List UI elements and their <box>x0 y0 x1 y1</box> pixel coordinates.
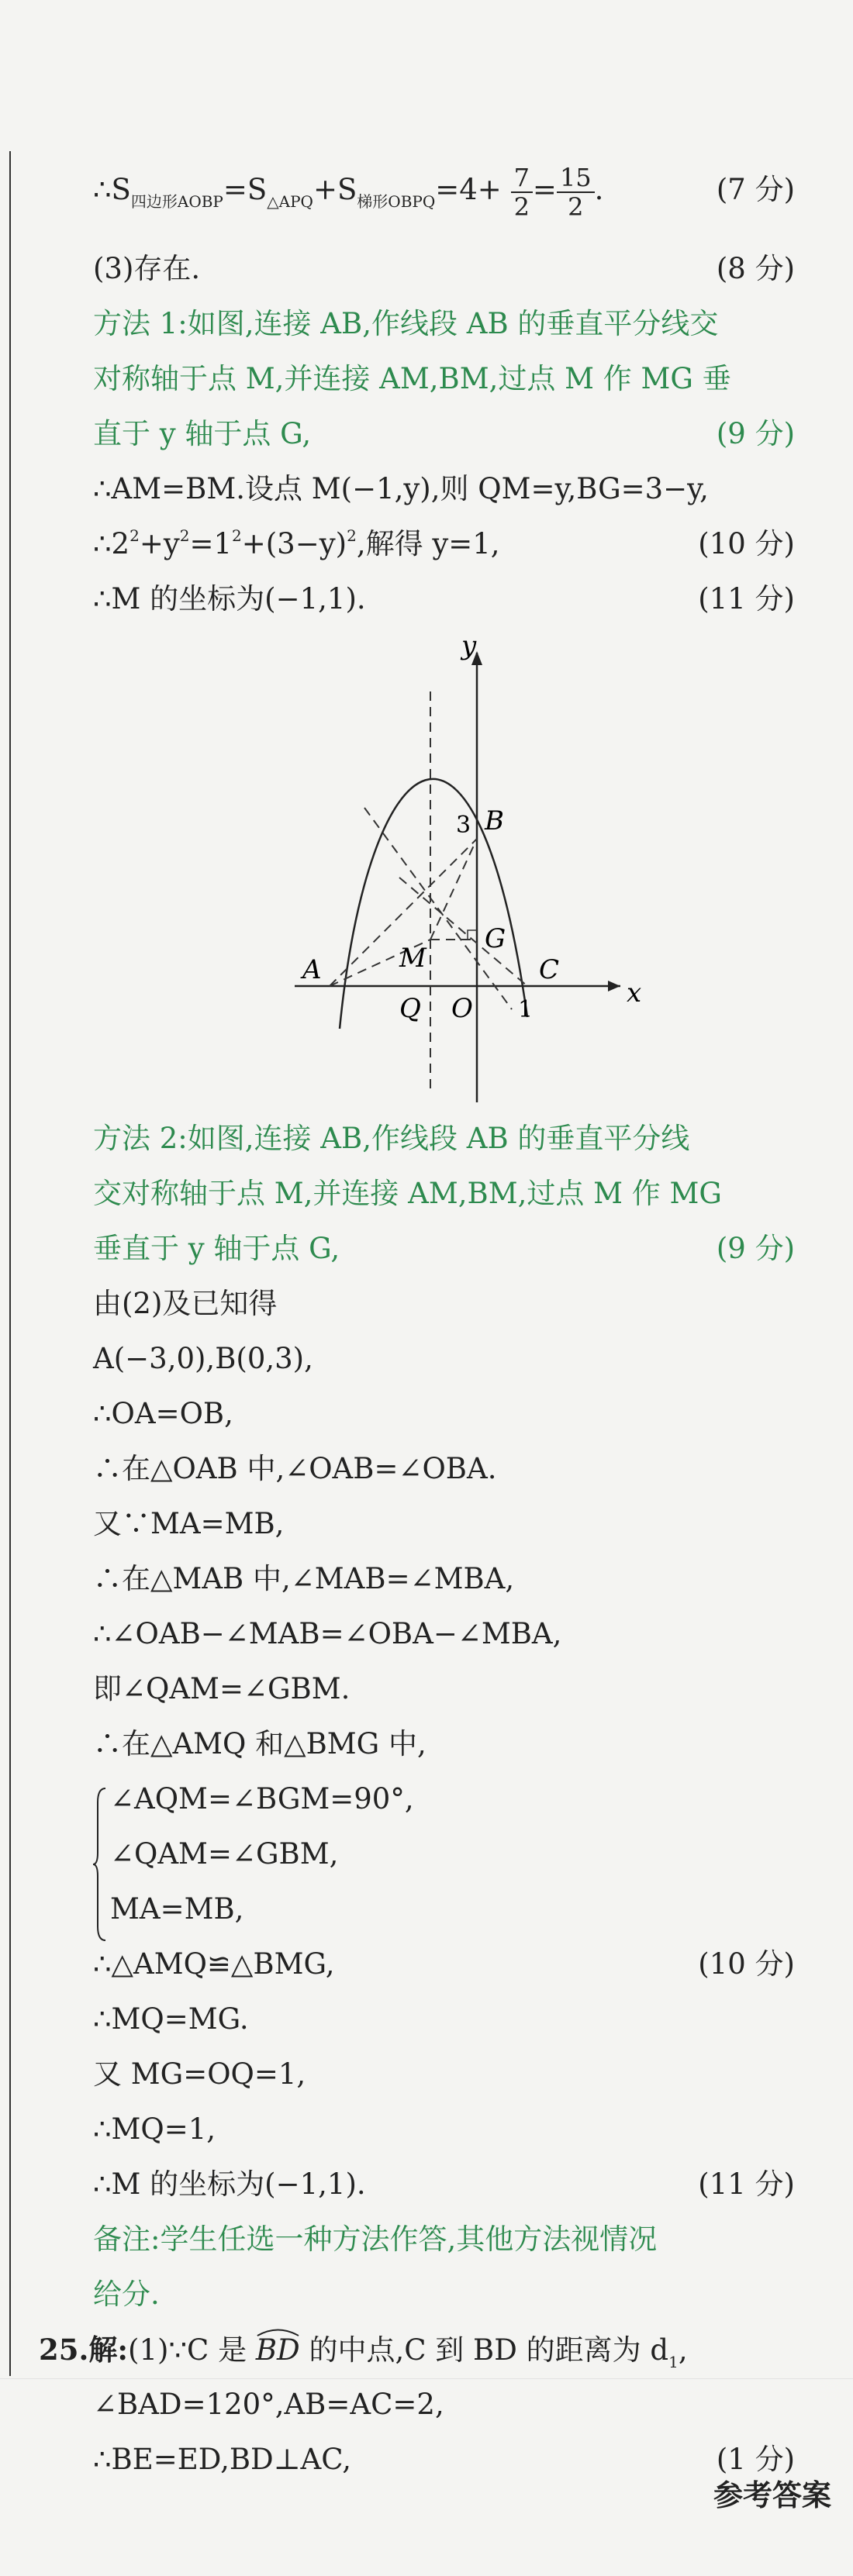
method1-line-a: 方法 1:如图,连接 AB,作线段 AB 的垂直平分线交 <box>93 307 719 340</box>
part3-title: (3)存在. (8 分) <box>93 252 795 285</box>
arc-BD: BD <box>256 2333 300 2367</box>
method2-line-m: ∴△AMQ≌△BMG, (10 分) <box>93 1947 795 1981</box>
fraction-15-2: $\frac{15}{2}$ <box>557 164 595 221</box>
method2-line-i: ∴在△MAB 中,∠MAB=∠MBA, <box>93 1562 515 1595</box>
method2-line-o: 又 MG=OQ=1, <box>93 2057 306 2091</box>
left-brace <box>93 1787 107 1942</box>
q25-line-1: 25.解:(1)∵C 是 BD 的中点,C 到 BD 的距离为 $d_1$, <box>39 2333 795 2368</box>
method2-line-c: 垂直于 y 轴于点 G, (9 分) <box>93 1232 795 1265</box>
label-O: O <box>451 993 473 1024</box>
equation-system <box>93 1782 795 1928</box>
q25-line-3: ∴BE=ED,BD⊥AC, (1 分) <box>93 2443 795 2476</box>
method2-line-p: ∴MQ=1, <box>93 2112 216 2146</box>
method2-line-b: 交对称轴于点 M,并连接 AM,BM,过点 M 作 MG <box>93 1177 722 1210</box>
label-G: G <box>485 923 506 954</box>
method1-line-b: 对称轴于点 M,并连接 AM,BM,过点 M 作 MG 垂 <box>93 362 731 395</box>
score-label: (1 分) <box>716 2443 795 2476</box>
label-Q: Q <box>399 993 421 1024</box>
method1-result: ∴M 的坐标为(−1,1). (11 分) <box>93 582 795 616</box>
segment-BM <box>430 839 477 940</box>
score-label: (9 分) <box>716 1232 795 1265</box>
method1-line-d: ∴AM=BM.设点 M(−1,y),则 QM=y,BG=3−y, <box>93 472 709 505</box>
note-line-a: 备注:学生任选一种方法作答,其他方法视情况 <box>93 2223 658 2256</box>
parabola-diagram <box>93 637 795 1102</box>
perpendicular-bisector <box>364 808 512 1009</box>
parabola-figure <box>93 637 795 1102</box>
score-label: (10 分) <box>698 527 795 560</box>
right-angle-mark <box>468 930 477 940</box>
fraction-7-2: $\frac{7}{2}$ <box>511 164 533 221</box>
note-line-b: 给分. <box>93 2278 160 2311</box>
label-3: 3 <box>456 812 471 839</box>
system-line-3: MA=MB, <box>110 1892 244 1926</box>
x-axis-arrow <box>608 981 620 991</box>
q25-line-2: ∠BAD=120°,AB=AC=2, <box>93 2388 444 2421</box>
label-M: M <box>399 943 427 974</box>
system-line-2: ∠QAM=∠GBM, <box>110 1837 339 1871</box>
method2-line-j: ∴∠OAB−∠MAB=∠OBA−∠MBA, <box>93 1617 562 1650</box>
area-result-line: $\therefore S_{四边形AOBP}=S_{\triangle APQ}+S_{梯形OBPQ}=4+$ $\frac{7}{2}$ = $\frac{15}{2}$ . (7 分) <box>93 159 795 221</box>
question-number: 25. <box>39 2333 89 2367</box>
footer-label: 参考答案 <box>713 2478 831 2512</box>
method2-line-h: 又∵MA=MB, <box>93 1507 285 1540</box>
system-line-1: ∠AQM=∠BGM=90°, <box>110 1782 414 1816</box>
answer-content <box>39 159 795 2498</box>
method2-line-a: 方法 2:如图,连接 AB,作线段 AB 的垂直平分线 <box>93 1122 690 1155</box>
score-label: (9 分) <box>716 417 795 450</box>
method2-line-d: 由(2)及已知得 <box>93 1287 278 1320</box>
method2-result: ∴M 的坐标为(−1,1). (11 分) <box>93 2167 795 2201</box>
label-A: A <box>302 954 322 985</box>
method2-line-n: ∴MQ=MG. <box>93 2002 249 2036</box>
score-label: (10 分) <box>698 1947 795 1981</box>
score-label: (11 分) <box>698 2167 795 2201</box>
score-label: (8 分) <box>716 252 795 285</box>
method2-line-l: ∴在△AMQ 和△BMG 中, <box>93 1727 427 1760</box>
method2-line-g: ∴在△OAB 中,∠OAB=∠OBA. <box>93 1452 497 1485</box>
method1-line-c: 直于 y 轴于点 G, (9 分) <box>93 417 795 450</box>
method2-line-k: 即∠QAM=∠GBM. <box>93 1672 351 1705</box>
label-1: 1 <box>518 996 534 1023</box>
footer-divider <box>0 2378 853 2379</box>
score-label: (7 分) <box>716 173 795 206</box>
label-x: x <box>627 978 642 1009</box>
method2-line-e: A(−3,0),B(0,3), <box>93 1342 313 1375</box>
label-B: B <box>485 805 504 836</box>
left-margin-rule <box>9 151 11 2376</box>
method1-equation: $\therefore 2^2+y^2=1^2+(3-y)^2$,解得 y=1, (10 分) <box>93 526 795 560</box>
label-C: C <box>539 954 560 985</box>
label-y: y <box>461 637 477 661</box>
score-label: (11 分) <box>698 582 795 616</box>
method2-line-f: ∴OA=OB, <box>93 1397 233 1430</box>
